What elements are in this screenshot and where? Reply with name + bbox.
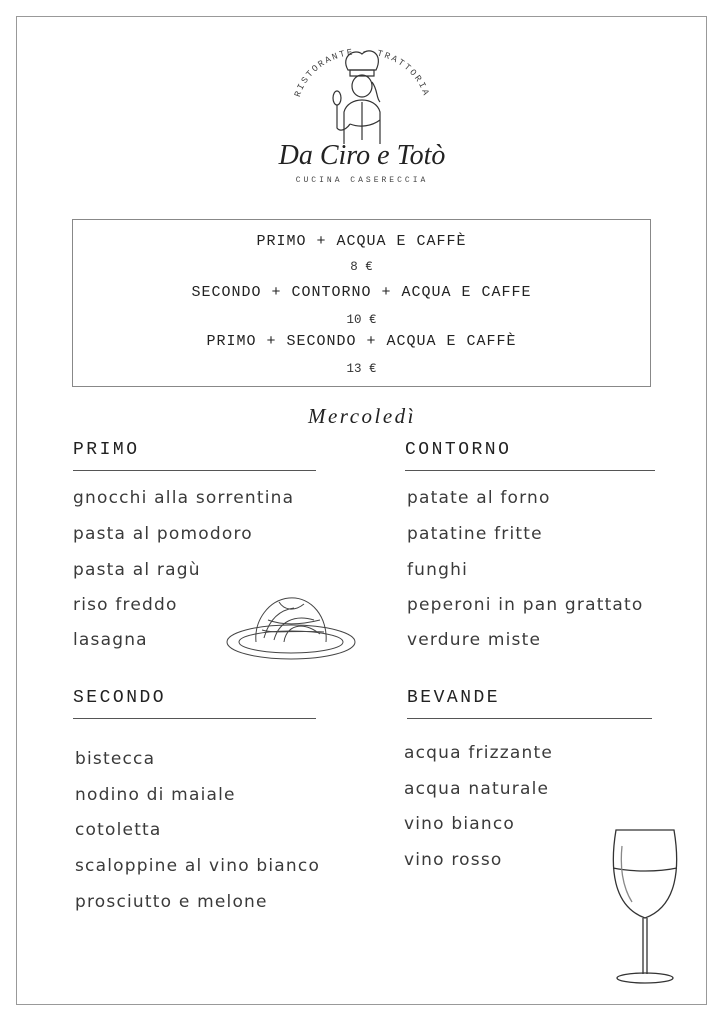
divider	[405, 470, 655, 471]
offer-label: SECONDO + CONTORNO + ACQUA E CAFFE	[191, 284, 532, 301]
offer-price: 10 €	[346, 313, 377, 327]
day-title: Mercoledì	[307, 404, 417, 428]
divider	[73, 470, 316, 471]
menu-item: peperoni in pan grattato	[407, 595, 644, 615]
menu-item: cotoletta	[75, 820, 162, 840]
menu-item: scaloppine al vino bianco	[75, 856, 321, 876]
svg-text:RISTORANTE - TRATTORIA: RISTORANTE - TRATTORIA	[292, 46, 432, 99]
offer-price: 13 €	[346, 362, 377, 376]
menu-item: pasta al ragù	[73, 560, 201, 580]
menu-item: acqua frizzante	[404, 743, 554, 763]
section-title-contorno: CONTORNO	[405, 440, 512, 460]
section-title-secondo: SECONDO	[73, 688, 167, 708]
menu-item: gnocchi alla sorrentina	[73, 488, 295, 508]
offer-label: PRIMO + SECONDO + ACQUA E CAFFÈ	[206, 333, 517, 350]
menu-item: pasta al pomodoro	[73, 524, 253, 544]
menu-item: vino rosso	[404, 850, 503, 870]
menu-item: funghi	[407, 560, 469, 580]
offer-price: 8 €	[350, 260, 373, 274]
section-title-primo: PRIMO	[73, 440, 140, 460]
menu-item: riso freddo	[73, 595, 178, 615]
menu-item: prosciutto e melone	[75, 892, 268, 912]
combo-offers-box	[72, 219, 651, 387]
menu-item: acqua naturale	[404, 779, 550, 799]
pasta-plate-illustration	[224, 590, 359, 665]
tagline: CUCINA CASERECCIA	[295, 176, 429, 185]
wine-glass-illustration	[608, 826, 682, 986]
menu-item: patatine fritte	[407, 524, 543, 544]
menu-item: verdure miste	[407, 630, 542, 650]
restaurant-name: Da Ciro e Totò	[278, 140, 446, 171]
offer-label: PRIMO + ACQUA E CAFFÈ	[256, 233, 467, 250]
menu-item: patate al forno	[407, 488, 551, 508]
divider	[73, 718, 316, 719]
menu-item: bistecca	[75, 749, 156, 769]
menu-item: vino bianco	[404, 814, 516, 834]
divider	[407, 718, 652, 719]
chef-logo	[280, 40, 444, 144]
menu-item: lasagna	[73, 630, 148, 650]
menu-item: nodino di maiale	[75, 785, 236, 805]
section-title-bevande: BEVANDE	[407, 688, 501, 708]
